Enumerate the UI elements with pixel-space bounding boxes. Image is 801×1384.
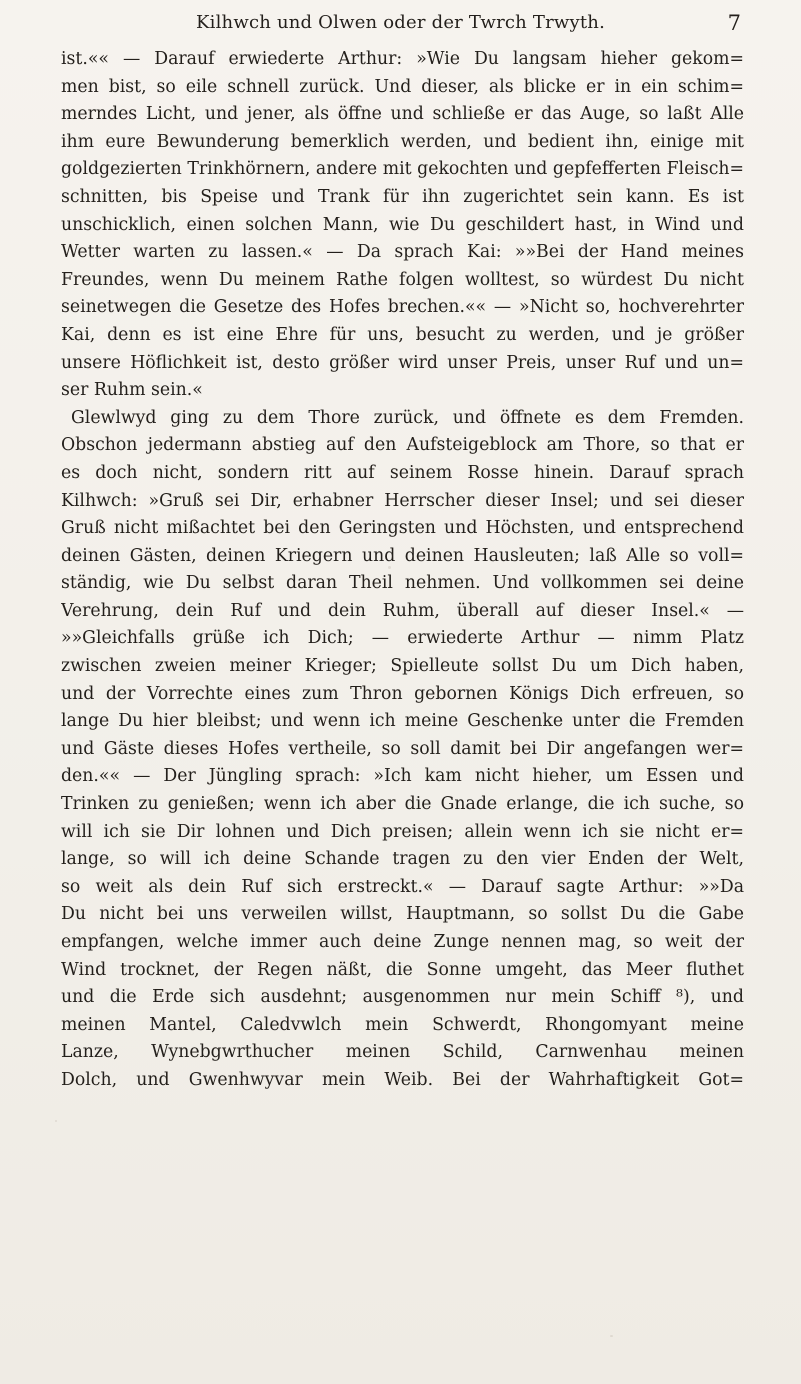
- text-line: deinen Gästen, deinen Kriegern und deinen Hausleuten; laß Alle so voll=: [61, 545, 744, 566]
- paper-fleck: [55, 1120, 57, 1122]
- text-line: schnitten, bis Speise und Trank für ihn zugerichtet sein kann. Es ist: [61, 186, 744, 207]
- page-number: 7: [727, 11, 741, 35]
- text-line: men bist, so eile schnell zurück. Und dieser, als blicke er in ein schim=: [61, 76, 744, 97]
- text-line: ist.«« — Darauf erwiederte Arthur: »Wie Du langsam hieher gekom=: [61, 49, 744, 69]
- text-line: es doch nicht, sondern ritt auf seinem Rosse hinein. Darauf sprach: [61, 462, 744, 483]
- body-text: [61, 46, 744, 1095]
- running-title: Kilhwch und Olwen oder der Twrch Trwyth.: [195, 12, 606, 33]
- text-line: zwischen zweien meiner Krieger; Spielleute sollst Du um Dich haben,: [61, 656, 744, 677]
- text-line: Kai, denn es ist eine Ehre für uns, besucht zu werden, und je größer: [61, 324, 744, 345]
- text-line: Verehrung, dein Ruf und dein Ruhm, überall auf dieser Insel.« —: [61, 600, 744, 621]
- text-line: und der Vorrechte eines zum Thron gebornen Königs Dich erfreuen, so: [61, 683, 744, 704]
- paper-fleck: [388, 566, 391, 569]
- text-line: und Gäste dieses Hofes vertheile, so soll damit bei Dir angefangen wer=: [61, 738, 744, 759]
- text-line: Wetter warten zu lassen.« — Da sprach Kai: »»Bei der Hand meines: [61, 242, 744, 263]
- text-line: Du nicht bei uns verweilen willst, Hauptmann, so sollst Du die Gabe: [61, 904, 744, 925]
- paper-fleck: [610, 1335, 613, 1337]
- text-line: Freundes, wenn Du meinem Rathe folgen wolltest, so würdest Du nicht: [61, 269, 744, 290]
- text-line: und die Erde sich ausdehnt; ausgenommen nur mein Schiff ⁸), und: [61, 987, 744, 1008]
- text-line: Wind trocknet, der Regen näßt, die Sonne umgeht, das Meer fluthet: [61, 959, 744, 980]
- text-line: »»Gleichfalls grüße ich Dich; — erwiederte Arthur — nimm Platz: [61, 628, 744, 649]
- text-line: den.«« — Der Jüngling sprach: »Ich kam nicht hieher, um Essen und: [61, 766, 744, 787]
- text-line: merndes Licht, und jener, als öffne und schließe er das Auge, so laßt Alle: [61, 104, 744, 125]
- text-line: empfangen, welche immer auch deine Zunge nennen mag, so weit der: [61, 932, 744, 952]
- text-line: so weit als dein Ruf sich erstreckt.« — Darauf sagte Arthur: »»Da: [61, 876, 744, 897]
- text-line: ihm eure Bewunderung bemerklich werden, und bedient ihn, einige mit: [61, 131, 744, 152]
- text-line: meinen Mantel, Caledvwlch mein Schwerdt, Rhongomyant meine: [61, 1014, 744, 1035]
- text-line: lange, so will ich deine Schande tragen zu den vier Enden der Welt,: [61, 849, 744, 870]
- text-line: unschicklich, einen solchen Mann, wie Du geschildert hast, in Wind und: [61, 214, 744, 235]
- text-line: lange Du hier bleibst; und wenn ich meine Geschenke unter die Fremden: [61, 711, 744, 732]
- text-line: Obschon jedermann abstieg auf den Aufsteigeblock am Thore, so that er: [61, 435, 744, 456]
- text-line: Gruß nicht mißachtet bei den Geringsten und Höchsten, und entsprechend: [61, 518, 744, 539]
- text-line: Glewlwyd ging zu dem Thore zurück, und öffnete es dem Fremden.: [71, 407, 744, 428]
- text-line: Kilhwch: »Gruß sei Dir, erhabner Herrscher dieser Insel; und sei dieser: [61, 490, 744, 511]
- text-line: seinetwegen die Gesetze des Hofes brechen.«« — »Nicht so, hochverehrter: [61, 297, 744, 318]
- text-line: unsere Höflichkeit ist, desto größer wird unser Preis, unser Ruf und un=: [61, 352, 744, 373]
- text-line: Lanze, Wynebgwrthucher meinen Schild, Carnwenhau meinen: [61, 1042, 744, 1063]
- text-line: ständig, wie Du selbst daran Theil nehmen. Und vollkommen sei deine: [61, 573, 744, 594]
- text-line: goldgezierten Trinkhörnern, andere mit gekochten und gepfefferten Fleisch=: [61, 159, 744, 180]
- text-line: Trinken zu genießen; wenn ich aber die Gnade erlange, die ich suche, so: [61, 794, 744, 815]
- text-line: Dolch, und Gwenhwyvar mein Weib. Bei der Wahrhaftigkeit Got=: [61, 1069, 744, 1090]
- text-line: ser Ruhm sein.«: [61, 380, 203, 401]
- text-line: will ich sie Dir lohnen und Dich preisen; allein wenn ich sie nicht er=: [61, 821, 744, 842]
- running-head: [60, 10, 741, 38]
